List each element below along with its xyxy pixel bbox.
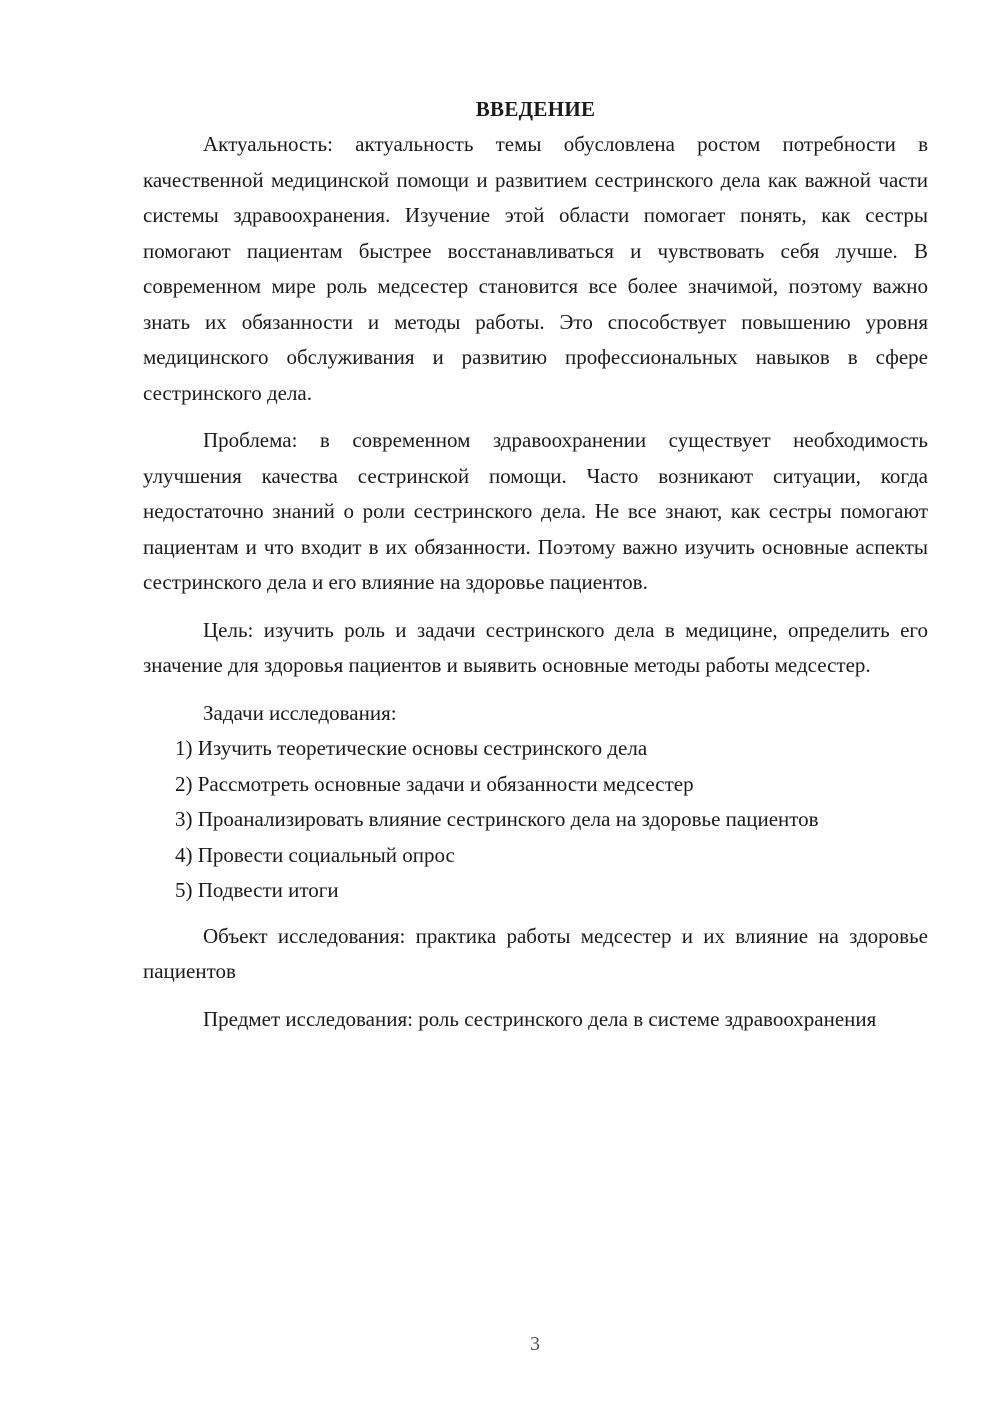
- tasks-heading: Задачи исследования:: [203, 700, 397, 725]
- page-title: ВВЕДЕНИЕ: [475, 97, 596, 121]
- task-item-5: 5) Подвести итоги: [175, 878, 339, 902]
- subject-paragraph: Предмет исследования: роль сестринского дела в системе здравоохранения: [203, 1006, 877, 1031]
- goal-paragraph: Цель: изучить роль и задачи сестринского дела в медицине, определить его значение для здоровья пациентов и выявить основные методы работы медсестер.: [143, 617, 928, 677]
- task-item-3: 3) Проанализировать влияние сестринского дела на здоровье пациентов: [175, 807, 819, 831]
- task-item-4: 4) Провести социальный опрос: [175, 842, 455, 867]
- relevance-paragraph: Актуальность: актуальность темы обусловлена ростом потребности в качественной медицинской помощи и развитием сестринского дела как важной части системы здравоохранения. Изучение этой области помогает понять, как сестры помогают пациентам быстрее восстанавливаться и чувствовать себя лучше. В современном мире роль медсестер становится все более значимой, поэтому важно знать их обязанности и методы работы. Это способствует повышению уровня медицинского обслуживания и развитию профессиональных навыков в сфере сестринского дела.: [143, 132, 928, 405]
- task-item-1: 1) Изучить теоретические основы сестринского дела: [175, 736, 648, 760]
- document-page: [143, 92, 928, 1037]
- task-item-2: 2) Рассмотреть основные задачи и обязанности медсестер: [175, 771, 694, 796]
- object-paragraph: Объект исследования: практика работы медсестер и их влияние на здоровье пациентов: [143, 923, 928, 983]
- page-number: 3: [530, 1333, 540, 1355]
- problem-paragraph: Проблема: в современном здравоохранении существует необходимость улучшения качества сестринской помощи. Часто возникают ситуации, когда недостаточно знаний о роли сестринского дела. Не все знают, как сестры помогают пациентам и что входит в их обязанности. Поэтому важно изучить основные аспекты сестринского дела и его влияние на здоровье пациентов.: [143, 428, 928, 594]
